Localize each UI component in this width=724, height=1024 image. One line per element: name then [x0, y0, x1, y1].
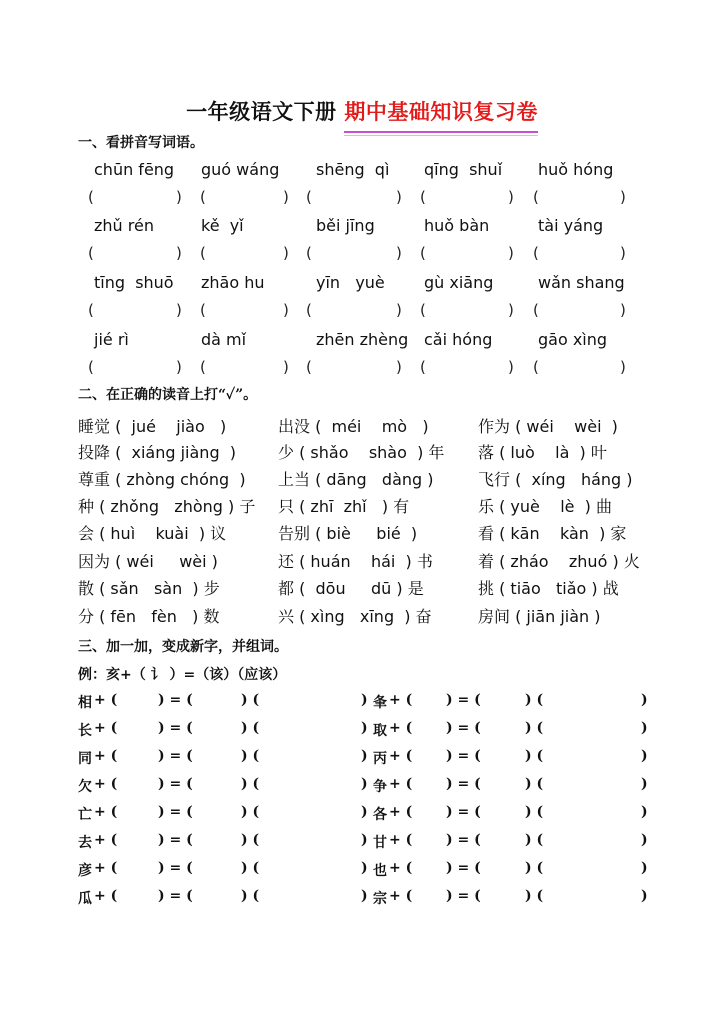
answer-open-bracket: ( — [306, 358, 312, 376]
plus-open: + ( — [389, 692, 413, 708]
close-bracket: ) — [641, 832, 648, 848]
pinyin-word: yīn yuè — [316, 273, 385, 292]
left-base-char: 亡 — [78, 807, 92, 823]
section-1-heading: 一、看拼音写词语。 — [78, 135, 204, 151]
close-open: ) ( — [525, 860, 544, 876]
right-base-char: 甘 — [373, 835, 387, 851]
tone-choice-item: 睡觉 ( jué jiào ) — [78, 417, 227, 436]
answer-row — [78, 301, 658, 323]
close-bracket: ) — [641, 804, 648, 820]
right-base-char: 争 — [373, 779, 387, 795]
tone-choice-item: 种 ( zhǒng zhòng ) 子 — [78, 497, 256, 516]
right-base-char: 也 — [373, 863, 387, 879]
close-bracket: ) — [361, 888, 368, 904]
plus-open: + ( — [389, 748, 413, 764]
equals-open: ) = ( — [446, 832, 481, 848]
answer-open-bracket: ( — [88, 358, 94, 376]
left-base-char: 相 — [78, 695, 92, 711]
equals-open: ) = ( — [446, 860, 481, 876]
answer-open-bracket: ( — [306, 244, 312, 262]
close-open: ) ( — [241, 720, 260, 736]
answer-close-bracket: ) — [620, 188, 626, 206]
answer-close-bracket: ) — [283, 301, 289, 319]
answer-close-bracket: ) — [396, 188, 402, 206]
equals-open: ) = ( — [446, 692, 481, 708]
left-base-char: 瓜 — [78, 891, 92, 907]
tone-choice-item: 会 ( huì kuài ) 议 — [78, 524, 227, 543]
plus-open: + ( — [389, 888, 413, 904]
pinyin-word: kě yǐ — [201, 216, 244, 235]
answer-close-bracket: ) — [176, 244, 182, 262]
plus-open: + ( — [389, 860, 413, 876]
equals-open: ) = ( — [158, 692, 193, 708]
right-base-char: 丙 — [373, 751, 387, 767]
tone-choice-item: 只 ( zhī zhǐ ) 有 — [278, 497, 410, 516]
pinyin-row — [78, 216, 658, 238]
close-open: ) ( — [525, 720, 544, 736]
close-open: ) ( — [241, 860, 260, 876]
plus-open: + ( — [94, 748, 118, 764]
answer-open-bracket: ( — [533, 244, 539, 262]
tone-choice-item: 散 ( sǎn sàn ) 步 — [78, 579, 220, 598]
tone-choice-item: 分 ( fēn fèn ) 数 — [78, 607, 220, 626]
pinyin-word: zhēn zhèng — [316, 330, 409, 349]
answer-open-bracket: ( — [420, 188, 426, 206]
answer-open-bracket: ( — [88, 301, 94, 319]
right-base-char: 各 — [373, 807, 387, 823]
equals-open: ) = ( — [158, 804, 193, 820]
close-bracket: ) — [361, 748, 368, 764]
close-bracket: ) — [361, 776, 368, 792]
equals-open: ) = ( — [446, 776, 481, 792]
equals-open: ) = ( — [446, 748, 481, 764]
plus-open: + ( — [94, 860, 118, 876]
close-bracket: ) — [361, 804, 368, 820]
pinyin-word: běi jīng — [316, 216, 375, 235]
close-bracket: ) — [641, 720, 648, 736]
answer-close-bracket: ) — [508, 358, 514, 376]
left-base-char: 去 — [78, 835, 92, 851]
close-open: ) ( — [525, 804, 544, 820]
char-add-row — [78, 776, 658, 798]
left-base-char: 同 — [78, 751, 92, 767]
pinyin-word: shēng qì — [316, 160, 390, 179]
close-bracket: ) — [641, 748, 648, 764]
pinyin-word: jié rì — [94, 330, 129, 349]
answer-open-bracket: ( — [533, 301, 539, 319]
answer-row — [78, 188, 658, 210]
answer-open-bracket: ( — [200, 301, 206, 319]
close-open: ) ( — [241, 692, 260, 708]
char-add-row — [78, 832, 658, 854]
tone-choice-item: 上当 ( dāng dàng ) — [278, 470, 434, 489]
tone-choice-item: 房间 ( jiān jiàn ) — [478, 607, 601, 626]
tone-choice-item: 因为 ( wéi wèi ) — [78, 552, 218, 571]
left-base-char: 彦 — [78, 863, 92, 879]
close-bracket: ) — [361, 720, 368, 736]
char-add-row — [78, 748, 658, 770]
plus-open: + ( — [94, 832, 118, 848]
pinyin-row — [78, 330, 658, 352]
tone-choice-row — [78, 604, 658, 628]
answer-close-bracket: ) — [508, 244, 514, 262]
tone-choice-item: 乐 ( yuè lè ) 曲 — [478, 497, 613, 516]
close-bracket: ) — [641, 692, 648, 708]
answer-row — [78, 358, 658, 380]
equals-open: ) = ( — [446, 888, 481, 904]
close-open: ) ( — [525, 692, 544, 708]
answer-open-bracket: ( — [420, 244, 426, 262]
answer-close-bracket: ) — [283, 188, 289, 206]
answer-open-bracket: ( — [420, 358, 426, 376]
tone-choice-row — [78, 440, 658, 464]
pinyin-word: dà mǐ — [201, 330, 247, 349]
answer-close-bracket: ) — [283, 244, 289, 262]
answer-close-bracket: ) — [620, 301, 626, 319]
plus-open: + ( — [389, 720, 413, 736]
tone-choice-row — [78, 414, 658, 438]
pinyin-word: gāo xìng — [538, 330, 608, 349]
equals-open: ) = ( — [158, 860, 193, 876]
equals-open: ) = ( — [158, 832, 193, 848]
close-open: ) ( — [525, 776, 544, 792]
pinyin-word: qīng shuǐ — [424, 160, 503, 179]
tone-choice-row — [78, 467, 658, 491]
answer-close-bracket: ) — [176, 301, 182, 319]
tone-choice-item: 出没 ( méi mò ) — [278, 417, 429, 436]
answer-open-bracket: ( — [88, 188, 94, 206]
answer-close-bracket: ) — [508, 188, 514, 206]
tone-choice-item: 飞行 ( xíng háng ) — [478, 470, 633, 489]
pinyin-word: cǎi hóng — [424, 330, 493, 349]
answer-open-bracket: ( — [306, 301, 312, 319]
title-grade: 一年级语文下册 — [186, 100, 337, 124]
plus-open: + ( — [94, 776, 118, 792]
tone-choice-row — [78, 521, 658, 545]
plus-open: + ( — [94, 692, 118, 708]
tone-choice-item: 还 ( huán hái ) 书 — [278, 552, 433, 571]
pinyin-word: huǒ hóng — [538, 160, 614, 179]
left-base-char: 长 — [78, 723, 92, 739]
close-open: ) ( — [525, 888, 544, 904]
answer-close-bracket: ) — [176, 358, 182, 376]
tone-choice-item: 着 ( zháo zhuó ) 火 — [478, 552, 640, 571]
answer-open-bracket: ( — [200, 188, 206, 206]
answer-close-bracket: ) — [396, 244, 402, 262]
pinyin-word: tīng shuō — [94, 273, 174, 292]
tone-choice-item: 少 ( shǎo shào ) 年 — [278, 443, 445, 462]
equals-open: ) = ( — [446, 804, 481, 820]
section-3-heading: 三、加一加，变成新字，并组词。 — [78, 639, 288, 655]
char-add-row — [78, 860, 658, 882]
pinyin-row — [78, 160, 658, 182]
pinyin-word: chūn fēng — [94, 160, 175, 179]
answer-close-bracket: ) — [283, 358, 289, 376]
section-2-heading: 二、在正确的读音上打“✓”。 — [78, 387, 258, 403]
answer-close-bracket: ) — [396, 358, 402, 376]
close-open: ) ( — [241, 748, 260, 764]
close-bracket: ) — [641, 860, 648, 876]
plus-open: + ( — [94, 888, 118, 904]
answer-close-bracket: ) — [508, 301, 514, 319]
tone-choice-row — [78, 576, 658, 600]
pinyin-word: zhǔ rén — [94, 216, 154, 235]
plus-open: + ( — [389, 804, 413, 820]
answer-open-bracket: ( — [533, 358, 539, 376]
char-add-row — [78, 692, 658, 714]
tone-choice-row — [78, 549, 658, 573]
tone-choice-item: 作为 ( wéi wèi ) — [478, 417, 618, 436]
char-add-row — [78, 720, 658, 742]
answer-open-bracket: ( — [533, 188, 539, 206]
plus-open: + ( — [389, 776, 413, 792]
answer-close-bracket: ) — [396, 301, 402, 319]
pinyin-word: guó wáng — [201, 160, 280, 179]
pinyin-word: wǎn shang — [538, 273, 625, 292]
close-open: ) ( — [241, 776, 260, 792]
plus-open: + ( — [94, 720, 118, 736]
equals-open: ) = ( — [446, 720, 481, 736]
close-open: ) ( — [241, 804, 260, 820]
pinyin-row — [78, 273, 658, 295]
equals-open: ) = ( — [158, 720, 193, 736]
answer-close-bracket: ) — [620, 358, 626, 376]
close-bracket: ) — [361, 860, 368, 876]
tone-choice-item: 兴 ( xìng xīng ) 奋 — [278, 607, 432, 626]
close-bracket: ) — [641, 776, 648, 792]
page-title — [0, 96, 724, 126]
close-bracket: ) — [641, 888, 648, 904]
right-base-char: 取 — [373, 723, 387, 739]
equals-open: ) = ( — [158, 776, 193, 792]
right-base-char: 夆 — [373, 695, 387, 711]
close-open: ) ( — [525, 832, 544, 848]
char-add-row — [78, 888, 658, 910]
equals-open: ) = ( — [158, 748, 193, 764]
equals-open: ) = ( — [158, 888, 193, 904]
char-add-row — [78, 804, 658, 826]
pinyin-word: gù xiāng — [424, 273, 494, 292]
tone-choice-row — [78, 494, 658, 518]
title-highlight: 期中基础知识复习卷 — [344, 96, 538, 126]
tone-choice-item: 落 ( luò là ) 叶 — [478, 443, 607, 462]
close-bracket: ) — [361, 692, 368, 708]
plus-open: + ( — [94, 804, 118, 820]
right-base-char: 宗 — [373, 891, 387, 907]
answer-open-bracket: ( — [200, 358, 206, 376]
answer-open-bracket: ( — [306, 188, 312, 206]
close-open: ) ( — [241, 888, 260, 904]
section-3-example: 例：亥+（ 讠 ）=（该）（应该） — [78, 667, 287, 683]
close-bracket: ) — [361, 832, 368, 848]
tone-choice-item: 都 ( dōu dū ) 是 — [278, 579, 424, 598]
tone-choice-item: 尊重 ( zhòng chóng ) — [78, 470, 246, 489]
pinyin-word: zhāo hu — [201, 273, 265, 292]
answer-open-bracket: ( — [200, 244, 206, 262]
answer-close-bracket: ) — [176, 188, 182, 206]
pinyin-word: tài yáng — [538, 216, 604, 235]
close-open: ) ( — [525, 748, 544, 764]
close-open: ) ( — [241, 832, 260, 848]
answer-row — [78, 244, 658, 266]
answer-open-bracket: ( — [420, 301, 426, 319]
answer-open-bracket: ( — [88, 244, 94, 262]
tone-choice-item: 看 ( kān kàn ) 家 — [478, 524, 627, 543]
tone-choice-item: 投降 ( xiáng jiàng ) — [78, 443, 237, 462]
tone-choice-item: 告别 ( biè bié ) — [278, 524, 418, 543]
tone-choice-item: 挑 ( tiāo tiǎo ) 战 — [478, 579, 619, 598]
left-base-char: 欠 — [78, 779, 92, 795]
answer-close-bracket: ) — [620, 244, 626, 262]
pinyin-word: huǒ bàn — [424, 216, 490, 235]
plus-open: + ( — [389, 832, 413, 848]
